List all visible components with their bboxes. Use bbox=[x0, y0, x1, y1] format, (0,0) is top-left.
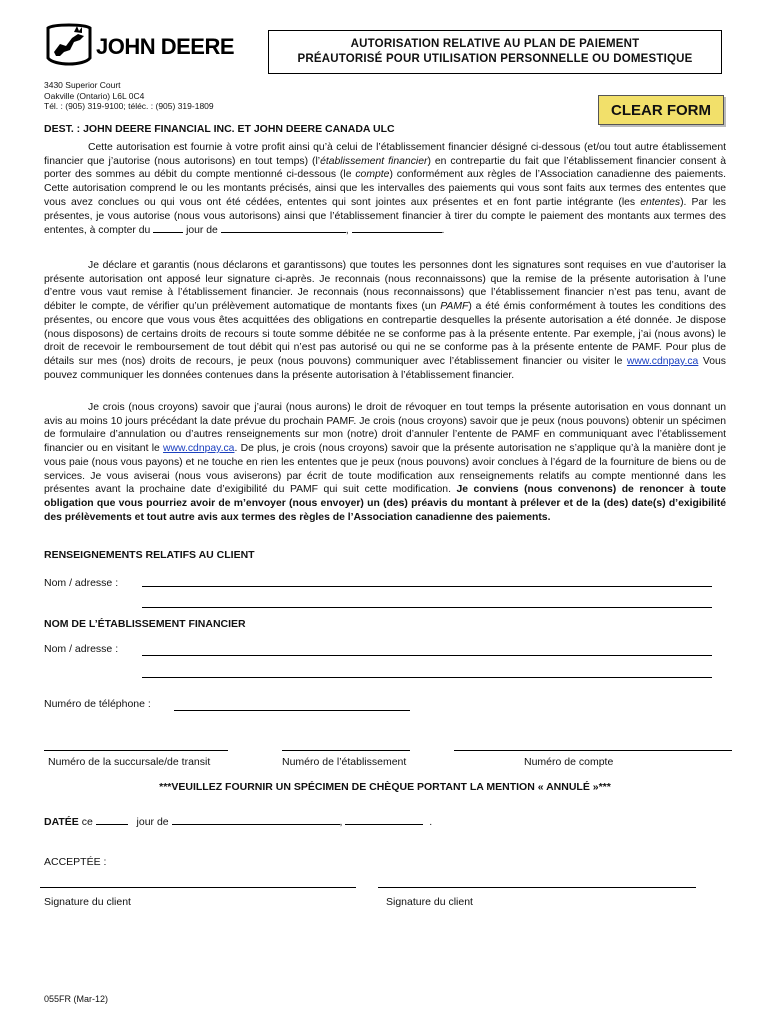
signature-field-2[interactable] bbox=[378, 887, 696, 888]
deer-icon bbox=[44, 22, 244, 70]
accepted-label: ACCEPTÉE : bbox=[44, 856, 107, 868]
branch-number-field[interactable] bbox=[44, 750, 228, 751]
start-day-field[interactable] bbox=[153, 223, 183, 233]
account-number-label: Numéro de compte bbox=[524, 756, 614, 768]
dated-month-field[interactable] bbox=[172, 815, 340, 825]
dated-row: DATÉE ce jour de , . bbox=[44, 816, 433, 828]
title-line-1: AUTORISATION RELATIVE AU PLAN DE PAIEMENT bbox=[350, 38, 640, 50]
start-year-field[interactable] bbox=[352, 223, 442, 233]
client-name-field[interactable] bbox=[142, 586, 712, 587]
dated-year-field[interactable] bbox=[345, 815, 423, 825]
bank-phone-field[interactable] bbox=[174, 710, 410, 711]
branch-number-label: Numéro de la succursale/de transit bbox=[48, 756, 211, 768]
signature-field-1[interactable] bbox=[40, 887, 356, 888]
bank-heading: NOM DE L’ÉTABLISSEMENT FINANCIER bbox=[44, 618, 246, 630]
bank-name-field[interactable] bbox=[142, 655, 712, 656]
title-line-2: PRÉAUTORISÉ POUR UTILISATION PERSONNELLE OU DOMESTIQUE bbox=[297, 53, 693, 65]
svg-text:JOHN DEERE: JOHN DEERE bbox=[96, 34, 235, 59]
paragraph-revocation: Je crois (nous croyons) savoir que j’aurai (nous aurons) le droit de révoquer en tout temps la présente autorisation en vous donnant un avis au moins 10 jours précédant la date prévue du prochain PAMF. Je crois (nous croyons) savoir que je peux (nous pouvons) obtenir un spécimen de formulaire d’annulation ou d’autres renseignements sur mon (notre) droit d’annuler l’entente de PAMF en communiquant avec l’établissement financier ou en visitant le www.cdnpay.ca. De plus, je crois (nous croyons) savoir que la présente autorisation ne s’applique qu’à la manière dont je vous paie (nous vous payons) et ne touche en rien les ententes que je peux (nous pouvons) avoir conclues à l’égard de la fourniture de biens ou de services. Je vous aviserai (nous vous aviserons) par écrit de toute modification aux renseignements relatifs au compte mentionné dans les présentes avant la prochaine date d’exigibilité du PAMF qui suit cette modification. Je conviens (nous convenons) de renoncer à toute obligation que vous pourriez avoir de m’envoyer (nous envoyer) un (des) préavis du montant à prélever et de la (des) date(s) d’exigibilité des prélèvements et tout autre avis aux termes des règles de l’Association canadienne des paiements. bbox=[44, 402, 727, 523]
signature-label-2: Signature du client bbox=[386, 896, 473, 908]
account-number-field[interactable] bbox=[454, 750, 732, 751]
paragraph-declaration: Je déclare et garantis (nous déclarons et garantissons) que toutes les personnes dont les signatures sont requises en vue d’autoriser la présente autorisation ont apposé leur signature ci-après. Je reconnais (nous reconnaissons) que la remise de la présente autorisation à l’une d’entre vous vaut remise à l’établissement financier. Je reconnais (nous reconnaissons) que l’établissement financier n’est pas tenu, avant de débiter le compte, de vérifier qu’un prélèvement automatique de montants fixes (un PAMF) a été émis conformément à toutes les conditions des présentes, ou encore que vous vous êtes acquittées des obligations en contrepartie desquelles la présente autorisation a été donnée. Je dispose (nous disposons) de certains droits de recours si toute somme débitée ne se conforme pas à la présente entente. Par exemple, j’ai (nous avons) le droit de recevoir le remboursement de tout débit qui n’est pas autorisé ou qui ne se conforme pas à la présente entente de PAMF. Pour plus de détails sur mes (nos) droits de recours, je peux (nous pouvons) communiquer avec l’établissement financier ou visiter le www.cdnpay.ca Vous pouvez communiquer les données contenues dans la présente autorisation à l’établissement financier. bbox=[44, 260, 726, 381]
dated-day-field[interactable] bbox=[96, 815, 128, 825]
void-cheque-note: ***VEUILLEZ FOURNIR UN SPÉCIMEN DE CHÈQUE PORTANT LA MENTION « ANNULÉ »*** bbox=[159, 781, 611, 793]
form-code: 055FR (Mar-12) bbox=[44, 994, 109, 1004]
institution-number-field[interactable] bbox=[282, 750, 410, 751]
clear-form-button[interactable]: CLEAR FORM bbox=[598, 95, 724, 125]
address-line-3: Tél. : (905) 319-9100; téléc. : (905) 319-1809 bbox=[44, 101, 214, 111]
client-name-label: Nom / adresse : bbox=[44, 577, 119, 589]
recipient-line: DEST. : JOHN DEERE FINANCIAL INC. ET JOHN DEERE CANADA ULC bbox=[44, 123, 395, 135]
address-line-2: Oakville (Ontario) L6L 0C4 bbox=[44, 90, 145, 101]
cdnpay-link[interactable]: www.cdnpay.ca bbox=[626, 355, 699, 367]
bank-address-field[interactable] bbox=[142, 677, 712, 678]
client-info-heading: RENSEIGNEMENTS RELATIFS AU CLIENT bbox=[44, 549, 255, 561]
signature-label-1: Signature du client bbox=[44, 896, 131, 908]
client-address-field[interactable] bbox=[142, 607, 712, 608]
bank-phone-label: Numéro de téléphone : bbox=[44, 698, 151, 710]
company-address bbox=[44, 80, 214, 112]
paragraph-authorization: Cette autorisation est fournie à votre profit ainsi qu’à celui de l’établissement financier désigné ci-dessous (et/ou tout autre établissement financier que j’autorise (nous autorisons) en tout temps) (l’établissement financier) en contrepartie du fait que l’établissement financier consent à porter des sommes au débit du compte mentionné ci-dessous (le compte) conformément aux règles de l’Association canadienne des paiements. Cette autorisation comprend le ou les montants précisés, ainsi que les intervalles des paiements qui vous sont faits aux termes des ententes que vous avez conclues ou qui vous ont été cédées, ententes qui sont jointes aux présentes et en font partie intégrante (les ententes). Par les présentes, je vous autorise (nous vous autorisons) ainsi que l’établissement financier à tirer du compte le paiement des montants aux termes des ententes, à compter du jour de , . bbox=[44, 142, 726, 237]
john-deere-logo bbox=[44, 22, 244, 70]
form-title bbox=[268, 30, 722, 74]
bank-name-label: Nom / adresse : bbox=[44, 643, 119, 655]
start-month-field[interactable] bbox=[221, 223, 346, 233]
institution-number-label: Numéro de l’établissement bbox=[282, 756, 407, 768]
address-line-1: 3430 Superior Court bbox=[44, 80, 121, 90]
cdnpay-link-2[interactable]: www.cdnpay.ca bbox=[163, 443, 235, 455]
